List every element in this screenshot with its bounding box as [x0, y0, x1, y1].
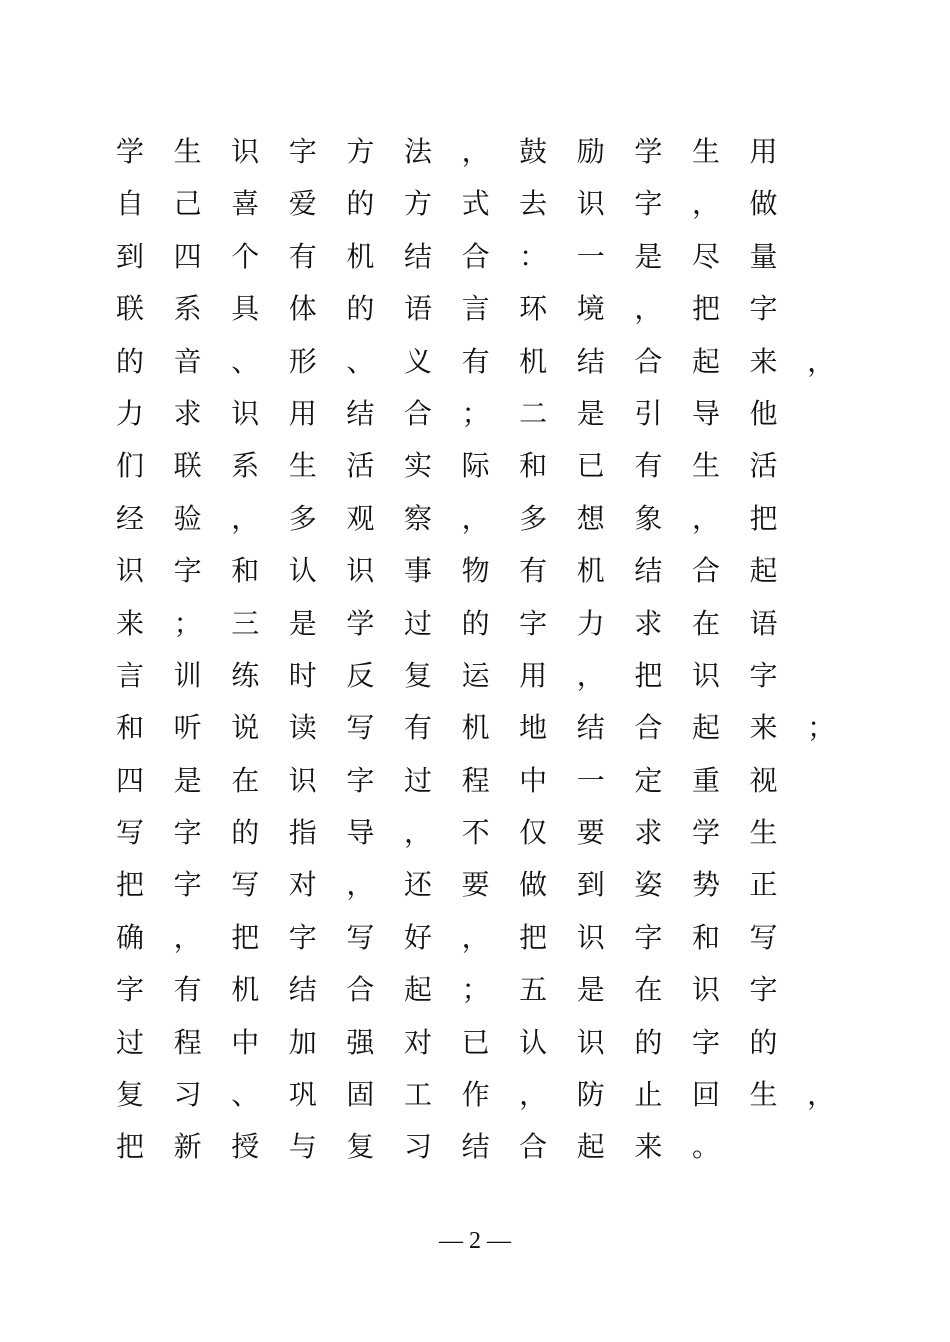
text-char: 的: [749, 1025, 778, 1059]
text-char: 把: [116, 1130, 145, 1164]
text-char: 力: [576, 606, 605, 640]
text-char: 字: [173, 868, 202, 902]
text-char: 中: [519, 763, 548, 797]
text-char: 的: [461, 606, 490, 640]
text-char: 对: [403, 1025, 432, 1059]
text-char: 识: [691, 973, 720, 1007]
text-char: 认: [288, 554, 317, 588]
text-char: 五: [519, 973, 548, 1007]
text-char: 力: [116, 396, 145, 430]
text-char: 机: [346, 239, 375, 273]
text-char: 识: [576, 187, 605, 221]
text-char: 系: [231, 449, 260, 483]
text-char: 起: [691, 344, 720, 378]
text-char: 环: [519, 292, 548, 326]
text-char: 活: [749, 449, 778, 483]
text-char: 中: [231, 1025, 260, 1059]
text-char: 学: [346, 606, 375, 640]
text-char: ，: [519, 1078, 548, 1112]
text-line: [116, 912, 836, 964]
text-char: 和: [116, 711, 145, 745]
text-char: 把: [231, 920, 260, 954]
text-line: [116, 283, 836, 335]
text-char: 们: [116, 449, 145, 483]
text-char: 地: [519, 711, 548, 745]
text-char: 式: [461, 187, 490, 221]
text-char: 合: [519, 1130, 548, 1164]
text-char: 合: [634, 711, 663, 745]
text-char: 生: [749, 816, 778, 850]
text-char: ，: [461, 501, 490, 535]
text-char: 来: [749, 344, 778, 378]
text-char: 语: [749, 606, 778, 640]
text-char: 求: [173, 396, 202, 430]
text-char: 还: [403, 868, 432, 902]
text-char: 认: [519, 1025, 548, 1059]
text-char: 、: [231, 1078, 260, 1112]
text-char: 防: [576, 1078, 605, 1112]
text-char: 巩: [288, 1078, 317, 1112]
text-char: 多: [288, 501, 317, 535]
text-char: 字: [173, 816, 202, 850]
text-char: 学: [691, 816, 720, 850]
text-char: 字: [519, 606, 548, 640]
text-char: 识: [346, 554, 375, 588]
text-char: ，: [691, 187, 720, 221]
text-char: 尽: [691, 239, 720, 273]
text-char: 程: [173, 1025, 202, 1059]
text-char: 是: [576, 973, 605, 1007]
text-char: ，: [461, 135, 490, 168]
text-char: 识: [288, 763, 317, 797]
text-char: 是: [288, 606, 317, 640]
text-char: 言: [461, 292, 490, 326]
text-char: ；: [461, 973, 490, 1007]
text-char: 时: [288, 658, 317, 692]
text-char: 机: [461, 711, 490, 745]
text-char: 生: [691, 449, 720, 483]
text-char: 起: [403, 973, 432, 1007]
text-char: 有: [634, 449, 663, 483]
text-char: 习: [173, 1078, 202, 1112]
text-char: 的: [346, 187, 375, 221]
text-char: 经: [116, 501, 145, 535]
text-char: 一: [576, 763, 605, 797]
text-char: 去: [519, 187, 548, 221]
text-char: 起: [691, 711, 720, 745]
text-char: 指: [288, 816, 317, 850]
text-char: 字: [288, 920, 317, 954]
text-char: 导: [346, 816, 375, 850]
text-char: 回: [691, 1078, 720, 1112]
text-char: ，: [461, 920, 490, 954]
text-char: 字: [173, 554, 202, 588]
text-char: 合: [346, 973, 375, 1007]
text-line: [116, 598, 836, 650]
text-line: [116, 231, 836, 283]
text-char: 有: [288, 239, 317, 273]
text-char: 定: [634, 763, 663, 797]
text-char: ，: [173, 920, 202, 954]
text-char: 训: [173, 658, 202, 692]
text-char: 活: [346, 449, 375, 483]
text-char: 、: [231, 344, 260, 378]
text-char: 是: [634, 239, 663, 273]
text-char: 合: [461, 239, 490, 273]
text-char: 四: [173, 239, 202, 273]
text-char: 观: [346, 501, 375, 535]
text-char: 联: [173, 449, 202, 483]
text-char: ，: [634, 292, 663, 326]
text-char: 工: [403, 1078, 432, 1112]
text-char: 四: [116, 763, 145, 797]
text-char: 有: [519, 554, 548, 588]
text-line: [116, 1069, 836, 1121]
text-char: 用: [288, 396, 317, 430]
text-char: 境: [576, 292, 605, 326]
text-char: 识: [231, 396, 260, 430]
text-char: 字: [116, 973, 145, 1007]
text-char: 合: [634, 344, 663, 378]
text-char: 有: [173, 973, 202, 1007]
text-char: 运: [461, 658, 490, 692]
text-char: 起: [749, 554, 778, 588]
text-char: ，: [231, 501, 260, 535]
text-line: [116, 859, 836, 911]
text-line: [116, 336, 836, 388]
text-char: 有: [461, 344, 490, 378]
text-char: 字: [749, 292, 778, 326]
text-char: 结: [634, 554, 663, 588]
text-char: ，: [807, 344, 836, 378]
text-char: 结: [346, 396, 375, 430]
text-char: 机: [519, 344, 548, 378]
text-char: 象: [634, 501, 663, 535]
text-char: 过: [403, 606, 432, 640]
text-char: 止: [634, 1078, 663, 1112]
text-line: [116, 440, 836, 492]
text-char: 机: [231, 973, 260, 1007]
text-char: ；: [173, 606, 202, 640]
text-char: 与: [288, 1130, 317, 1164]
text-char: 生: [173, 135, 202, 168]
text-char: 察: [403, 501, 432, 535]
text-char: 练: [231, 658, 260, 692]
text-char: 程: [461, 763, 490, 797]
text-char: 方: [346, 135, 375, 168]
text-char: 好: [403, 920, 432, 954]
text-line: [116, 807, 836, 859]
text-char: 二: [519, 396, 548, 430]
text-char: 在: [691, 606, 720, 640]
text-char: 字: [634, 920, 663, 954]
text-char: 做: [749, 187, 778, 221]
text-char: 导: [691, 396, 720, 430]
text-char: 励: [576, 135, 605, 168]
text-char: 多: [519, 501, 548, 535]
text-char: 。: [691, 1130, 720, 1164]
text-char: 一: [576, 239, 605, 273]
text-char: 实: [403, 449, 432, 483]
text-char: 法: [403, 135, 432, 168]
text-char: 系: [173, 292, 202, 326]
text-char: 结: [576, 344, 605, 378]
text-char: 语: [403, 292, 432, 326]
text-char: 在: [231, 763, 260, 797]
text-char: 是: [576, 396, 605, 430]
text-char: 喜: [231, 187, 260, 221]
text-char: 个: [231, 239, 260, 273]
text-char: 结: [461, 1130, 490, 1164]
text-char: 的: [116, 344, 145, 378]
text-char: 起: [576, 1130, 605, 1164]
text-char: 义: [403, 344, 432, 378]
text-char: 仅: [519, 816, 548, 850]
text-char: 体: [288, 292, 317, 326]
text-char: 自: [116, 187, 145, 221]
text-char: 音: [173, 344, 202, 378]
text-char: 合: [691, 554, 720, 588]
text-char: 联: [116, 292, 145, 326]
text-char: 写: [346, 920, 375, 954]
text-char: ；: [807, 711, 836, 745]
text-char: 结: [288, 973, 317, 1007]
text-char: 、: [346, 344, 375, 378]
text-char: ，: [403, 816, 432, 850]
text-char: 作: [461, 1078, 490, 1112]
text-char: 字: [691, 1025, 720, 1059]
text-char: 复: [346, 1130, 375, 1164]
text-char: 爱: [288, 187, 317, 221]
text-char: ，: [346, 868, 375, 902]
text-char: 己: [173, 187, 202, 221]
text-char: 生: [749, 1078, 778, 1112]
text-char: 来: [749, 711, 778, 745]
text-char: 和: [231, 554, 260, 588]
text-char: 求: [634, 816, 663, 850]
text-line: [116, 178, 836, 230]
text-char: 到: [116, 239, 145, 273]
text-char: 确: [116, 920, 145, 954]
text-char: ，: [807, 1078, 836, 1112]
text-char: 视: [749, 763, 778, 797]
text-char: 不: [461, 816, 490, 850]
text-char: 的: [231, 816, 260, 850]
text-char: 用: [749, 135, 778, 168]
text-char: 鼓: [519, 135, 548, 168]
text-char: 势: [691, 868, 720, 902]
text-char: 字: [288, 135, 317, 168]
text-char: 把: [691, 292, 720, 326]
text-char: 识: [576, 1025, 605, 1059]
text-char: 说: [231, 711, 260, 745]
text-char: 物: [461, 554, 490, 588]
text-char: 把: [519, 920, 548, 954]
text-char: 到: [576, 868, 605, 902]
page-number: — 2 —: [439, 1228, 511, 1254]
text-char: 和: [691, 920, 720, 954]
text-char: 做: [519, 868, 548, 902]
text-char: 机: [576, 554, 605, 588]
text-char: 复: [403, 658, 432, 692]
text-char: 写: [346, 711, 375, 745]
text-char: 的: [346, 292, 375, 326]
text-char: 字: [346, 763, 375, 797]
text-char: 生: [691, 135, 720, 168]
text-char: 已: [461, 1025, 490, 1059]
text-char: 授: [231, 1130, 260, 1164]
text-char: 具: [231, 292, 260, 326]
text-line: [116, 388, 836, 440]
text-char: 言: [116, 658, 145, 692]
text-char: 过: [403, 763, 432, 797]
text-char: 字: [749, 658, 778, 692]
text-char: 有: [403, 711, 432, 745]
text-char: 求: [634, 606, 663, 640]
text-char: 和: [519, 449, 548, 483]
text-char: 量: [749, 239, 778, 273]
text-char: ：: [519, 239, 548, 273]
text-char: 写: [749, 920, 778, 954]
text-char: 加: [288, 1025, 317, 1059]
text-char: 要: [461, 868, 490, 902]
text-char: 过: [116, 1025, 145, 1059]
text-char: 重: [691, 763, 720, 797]
text-char: 复: [116, 1078, 145, 1112]
text-char: 把: [749, 501, 778, 535]
text-char: 来: [116, 606, 145, 640]
text-char: 新: [173, 1130, 202, 1164]
text-char: 形: [288, 344, 317, 378]
text-char: 际: [461, 449, 490, 483]
text-char: 已: [576, 449, 605, 483]
text-line: [116, 1017, 836, 1069]
text-char: 合: [403, 396, 432, 430]
text-char: 验: [173, 501, 202, 535]
text-char: 学: [634, 135, 663, 168]
text-char: ，: [576, 658, 605, 692]
text-line: [116, 702, 836, 754]
text-char: 固: [346, 1078, 375, 1112]
text-char: 姿: [634, 868, 663, 902]
text-char: 写: [231, 868, 260, 902]
text-line: [116, 1121, 836, 1173]
text-char: 来: [634, 1130, 663, 1164]
text-line: [116, 493, 836, 545]
text-char: 字: [634, 187, 663, 221]
text-char: 习: [403, 1130, 432, 1164]
text-char: 学: [116, 135, 145, 168]
text-char: 三: [231, 606, 260, 640]
text-char: ；: [461, 396, 490, 430]
text-char: 结: [403, 239, 432, 273]
text-char: 识: [231, 135, 260, 168]
text-line: [116, 964, 836, 1016]
text-char: 用: [519, 658, 548, 692]
text-char: 在: [634, 973, 663, 1007]
text-char: 写: [116, 816, 145, 850]
text-char: 他: [749, 396, 778, 430]
text-char: 结: [576, 711, 605, 745]
text-char: 要: [576, 816, 605, 850]
text-char: 反: [346, 658, 375, 692]
text-char: 是: [173, 763, 202, 797]
text-char: 把: [116, 868, 145, 902]
text-char: 强: [346, 1025, 375, 1059]
text-char: 引: [634, 396, 663, 430]
text-char: 事: [403, 554, 432, 588]
text-line: [116, 650, 836, 702]
text-char: 识: [116, 554, 145, 588]
text-line: [116, 126, 836, 178]
text-char: 方: [403, 187, 432, 221]
text-char: ，: [691, 501, 720, 535]
text-char: 识: [691, 658, 720, 692]
text-char: 生: [288, 449, 317, 483]
text-line: [116, 545, 836, 597]
body-text: [116, 126, 836, 1174]
text-char: 读: [288, 711, 317, 745]
text-char: 正: [749, 868, 778, 902]
text-char: 把: [634, 658, 663, 692]
text-char: 识: [576, 920, 605, 954]
text-char: 的: [634, 1025, 663, 1059]
text-char: 想: [576, 501, 605, 535]
text-char: 字: [749, 973, 778, 1007]
text-line: [116, 755, 836, 807]
text-char: 听: [173, 711, 202, 745]
text-char: 对: [288, 868, 317, 902]
